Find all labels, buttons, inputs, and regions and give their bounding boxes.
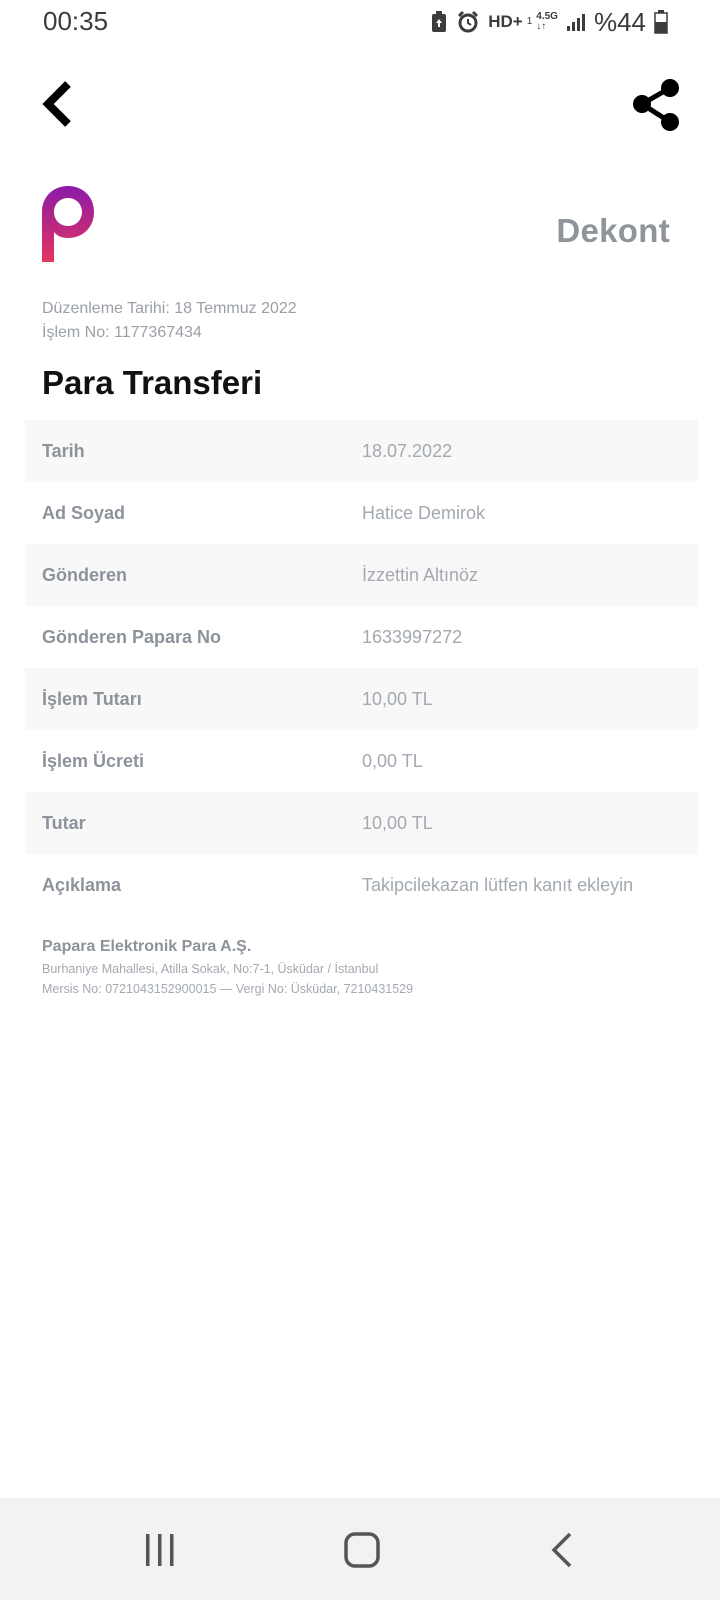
table-row bbox=[25, 668, 698, 730]
table-row bbox=[25, 544, 698, 606]
battery-icon bbox=[654, 10, 668, 34]
table-row bbox=[25, 482, 698, 544]
row-value: 10,00 TL bbox=[362, 812, 433, 833]
network-sub: 1 bbox=[526, 16, 533, 27]
row-value: Hatice Demirok bbox=[362, 502, 486, 523]
network-label: HD+ bbox=[488, 12, 523, 31]
battery-percent: %44 bbox=[593, 6, 646, 37]
table-row bbox=[25, 792, 698, 854]
row-value: 18.07.2022 bbox=[362, 440, 453, 461]
recent-apps-button[interactable] bbox=[140, 1530, 180, 1570]
papara-logo bbox=[40, 184, 96, 266]
home-button[interactable] bbox=[342, 1530, 382, 1570]
recent-apps-icon bbox=[140, 1530, 180, 1570]
battery-saver-icon bbox=[430, 11, 448, 33]
details-table bbox=[25, 420, 698, 916]
row-value: 1633997272 bbox=[362, 626, 463, 647]
signal-icon bbox=[566, 12, 586, 32]
row-label: İşlem Ücreti bbox=[42, 750, 145, 771]
row-label: Açıklama bbox=[42, 874, 122, 895]
row-value: İzzettin Altınöz bbox=[362, 564, 479, 585]
table-row bbox=[25, 854, 698, 916]
page-title: Para Transferi bbox=[42, 364, 263, 401]
status-icons bbox=[430, 6, 668, 38]
row-value: 0,00 TL bbox=[362, 750, 423, 771]
share-icon bbox=[628, 78, 684, 134]
status-time: 00:35 bbox=[43, 6, 109, 36]
row-label: Gönderen Papara No bbox=[42, 626, 222, 647]
signal-gen: 4.5G ↓↑ bbox=[536, 11, 558, 32]
alarm-icon bbox=[456, 10, 480, 34]
company-name: Papara Elektronik Para A.Ş. bbox=[42, 938, 252, 955]
company-address: Burhaniye Mahallesi, Atilla Sokak, No:7-1, Üsküdar / İstanbul bbox=[42, 962, 379, 976]
row-label: Gönderen bbox=[42, 564, 128, 585]
chevron-left-icon bbox=[36, 78, 84, 130]
row-label: Tarih bbox=[42, 440, 85, 461]
row-label: Ad Soyad bbox=[42, 502, 126, 523]
home-icon bbox=[342, 1530, 382, 1570]
back-button[interactable] bbox=[36, 78, 84, 130]
share-button[interactable] bbox=[628, 78, 684, 134]
row-value: 10,00 TL bbox=[362, 688, 433, 709]
table-row bbox=[25, 420, 698, 482]
row-value: Takipcilekazan lütfen kanıt ekleyin bbox=[362, 874, 634, 895]
document-type-title: Dekont bbox=[556, 212, 670, 249]
transaction-number: İşlem No: 1177367434 bbox=[42, 324, 202, 341]
nav-back-button[interactable] bbox=[548, 1530, 578, 1570]
table-row bbox=[25, 730, 698, 792]
issue-date: Düzenleme Tarihi: 18 Temmuz 2022 bbox=[42, 300, 297, 317]
company-registry: Mersis No: 0721043152900015 — Vergi No: Üsküdar, 7210431529 bbox=[42, 982, 414, 996]
row-label: Tutar bbox=[42, 812, 86, 833]
row-label: İşlem Tutarı bbox=[42, 688, 142, 709]
table-row bbox=[25, 606, 698, 668]
back-icon bbox=[548, 1530, 578, 1570]
